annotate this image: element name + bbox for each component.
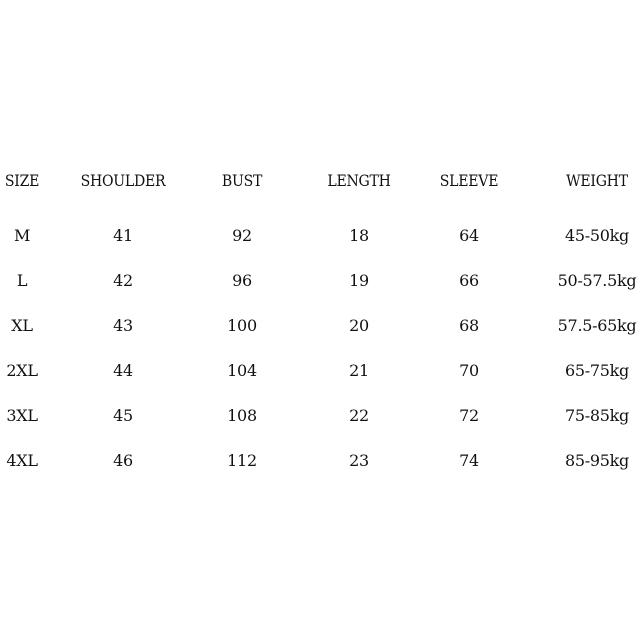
cell-size: 2XL <box>6 361 38 380</box>
header-sleeve: SLEEVE <box>439 171 499 190</box>
cell-sleeve: 72 <box>459 406 479 425</box>
cell-shoulder: 45 <box>113 406 133 425</box>
cell-sleeve: 68 <box>459 316 479 335</box>
header-shoulder: SHOULDER <box>80 171 166 190</box>
cell-bust: 108 <box>227 406 257 425</box>
cell-sleeve: 66 <box>459 271 479 290</box>
table-header-row <box>0 165 643 220</box>
header-weight: WEIGHT <box>566 171 628 190</box>
cell-shoulder: 43 <box>113 316 133 335</box>
header-size: SIZE <box>4 171 40 190</box>
cell-length: 21 <box>349 361 369 380</box>
cell-shoulder: 42 <box>113 271 133 290</box>
cell-size: XL <box>11 316 33 335</box>
cell-length: 22 <box>349 406 369 425</box>
table-row <box>0 400 643 445</box>
cell-shoulder: 44 <box>113 361 133 380</box>
table-row <box>0 265 643 310</box>
cell-weight: 65-75kg <box>565 361 629 380</box>
cell-bust: 100 <box>227 316 257 335</box>
cell-size: L <box>16 271 28 290</box>
cell-length: 18 <box>349 226 369 245</box>
cell-size: M <box>13 226 31 245</box>
table-row <box>0 310 643 355</box>
header-length: LENGTH <box>327 171 391 190</box>
size-chart-table <box>0 165 643 490</box>
cell-bust: 92 <box>232 226 252 245</box>
cell-bust: 112 <box>227 451 257 470</box>
cell-shoulder: 46 <box>113 451 133 470</box>
cell-sleeve: 74 <box>459 451 479 470</box>
cell-size: 4XL <box>6 451 38 470</box>
cell-sleeve: 70 <box>459 361 479 380</box>
table-row <box>0 220 643 265</box>
cell-size: 3XL <box>6 406 38 425</box>
cell-bust: 104 <box>227 361 257 380</box>
cell-length: 20 <box>349 316 369 335</box>
table-row <box>0 445 643 490</box>
cell-length: 23 <box>349 451 369 470</box>
cell-weight: 57.5-65kg <box>557 316 637 335</box>
cell-weight: 75-85kg <box>565 406 629 425</box>
cell-shoulder: 41 <box>113 226 133 245</box>
cell-bust: 96 <box>232 271 252 290</box>
cell-weight: 45-50kg <box>565 226 629 245</box>
cell-sleeve: 64 <box>459 226 479 245</box>
table-row <box>0 355 643 400</box>
cell-length: 19 <box>349 271 369 290</box>
cell-weight: 50-57.5kg <box>557 271 637 290</box>
header-bust: BUST <box>221 171 263 190</box>
cell-weight: 85-95kg <box>565 451 629 470</box>
